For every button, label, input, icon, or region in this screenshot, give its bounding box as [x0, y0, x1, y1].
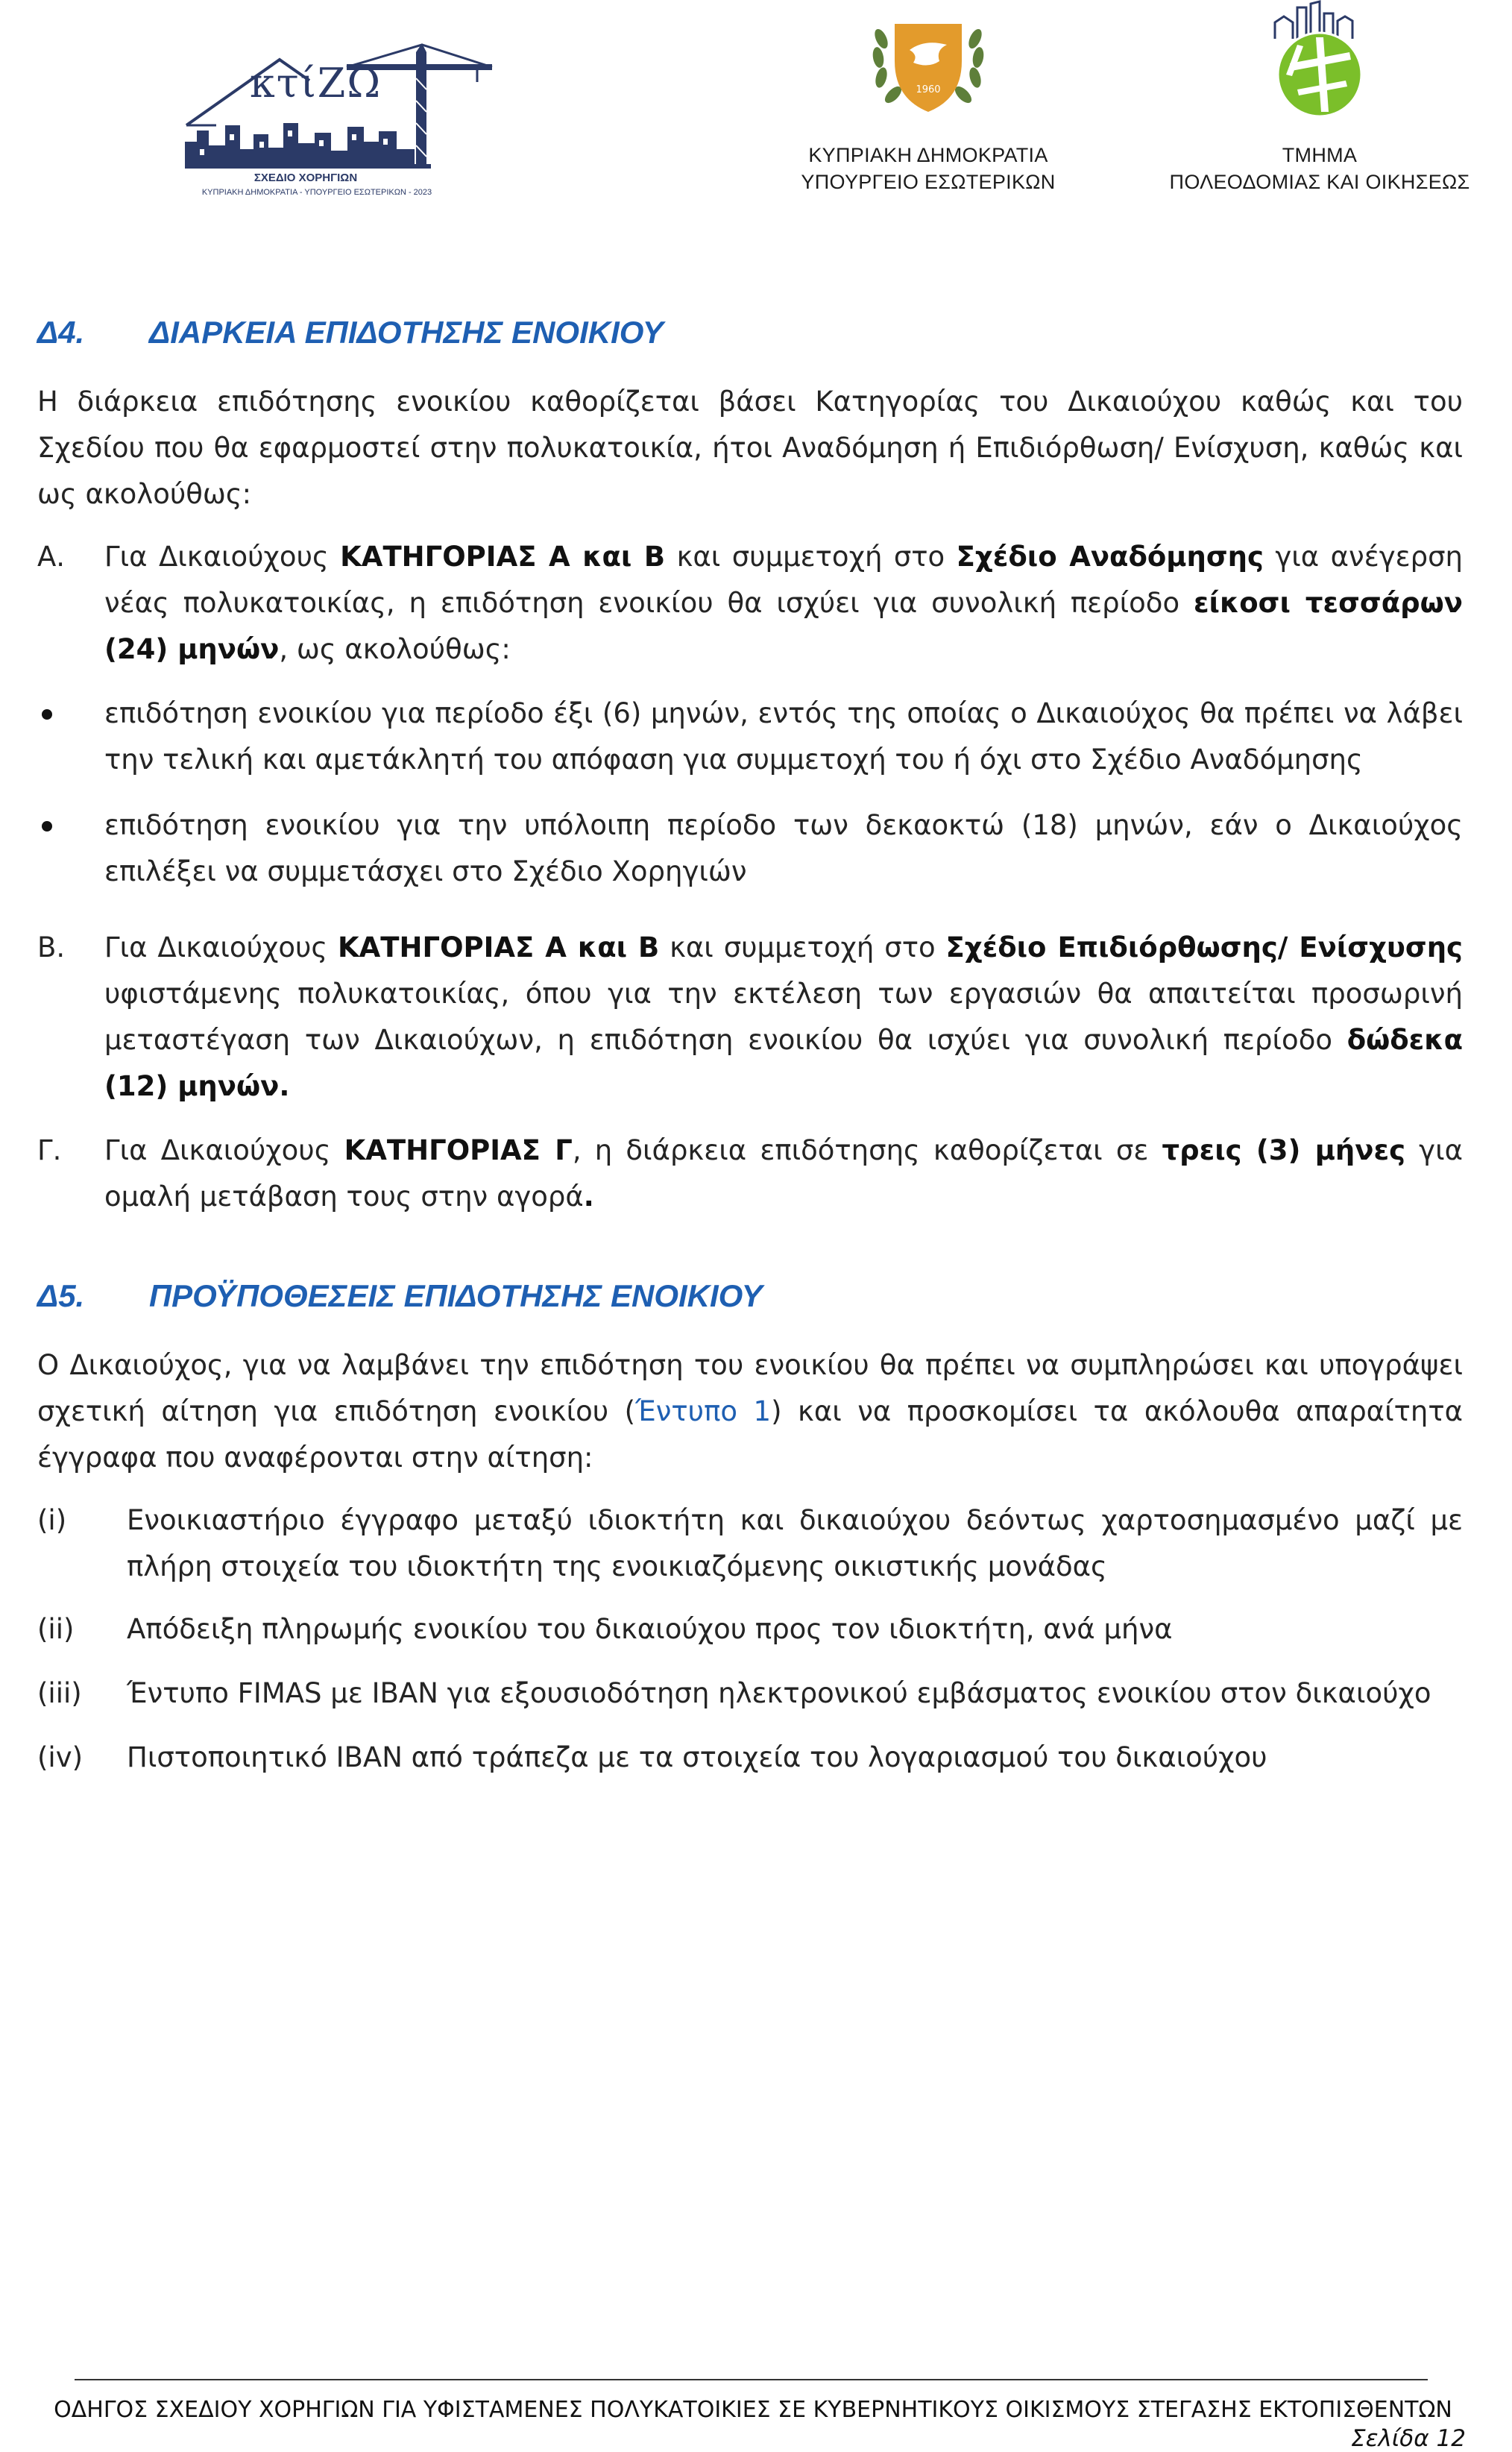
ktizo-ministry-line: ΚΥΠΡΙΑΚΗ ΔΗΜΟΚΡΑΤΙΑ - ΥΠΟΥΡΓΕΙΟ ΕΣΩΤΕΡΙΚΩΝ - 2023	[201, 188, 432, 197]
item-b-duration: δώδεκα (12) μηνών.	[104, 1024, 1463, 1102]
section-d4-intro: Η διάρκεια επιδότησης ενοικίου καθορίζεται βάσει Κατηγορίας του Δικαιούχου καθώς και του Σχεδίου που θα εφαρμοστεί στην πολυκατοικία, ήτοι Αναδόμηση ή Επιδιόρθωση/ Ενίσχυση, καθώς και ως ακολούθως:	[37, 386, 1463, 510]
section-d5-title: ΠΡΟΫΠΟΘΕΣΕΙΣ ΕΠΙΔΟΤΗΣΗΣ ΕΝΟΙΚΙΟΥ	[149, 1278, 763, 1313]
coat-of-arms-icon	[865, 9, 992, 121]
item-c-text	[104, 1128, 1463, 1220]
bullet-2-text: επιδότηση ενοικίου για την υπόλοιπη περίοδο των δεκαοκτώ (18) μηνών, εάν ο Δικαιούχος επιλέξει να συμμετάσχει στο Σχέδιο Χορηγιών	[104, 809, 1463, 887]
bullet-1-dot	[42, 709, 52, 720]
doc-item-3-label: (iii)	[37, 1677, 82, 1709]
section-d5-intro-1: Ο Δικαιούχος, για να λαμβάνει την επιδότηση του ενοικίου θα πρέπει να συμπληρώσει και υπογράψει σχετική αίτηση για επιδότηση ενοικίου (	[37, 1349, 1463, 1427]
item-c-period: .	[583, 1181, 594, 1213]
section-d5-intro	[37, 1342, 1463, 1481]
section-d5-heading	[37, 1277, 1454, 1315]
doc-item-2-label: (ii)	[37, 1613, 75, 1645]
coat-of-arms-year: 1960	[916, 84, 941, 95]
footer-title: ΟΔΗΓΟΣ ΣΧΕΔΙΟΥ ΧΟΡΗΓΙΩΝ ΓΙΑ ΥΦΙΣΤΑΜΕΝΕΣ ΠΟΛΥΚΑΤΟΙΚΙΕΣ ΣΕ ΚΥΒΕΡΝΗΤΙΚΟΥΣ ΟΙΚΙΣΜΟΥΣ ΣΤΕΓΑΣΗΣ ΕΚΤΟΠΙΣΘΕΝΤΩΝ	[54, 2397, 1452, 2423]
ktizo-subtitle: ΣΧΕΔΙΟ ΧΟΡΗΓΙΩΝ	[253, 172, 358, 184]
item-b-label: Β.	[37, 931, 66, 963]
item-b-text-2: και συμμετοχή στο	[659, 931, 946, 963]
department-line-1: ΤΜΗΜΑ	[1282, 144, 1358, 166]
section-d5-intro-2: ) και να προσκομίσει τα ακόλουθα απαραίτητα έγγραφα που αναφέρονται στην αίτηση:	[37, 1395, 1463, 1474]
section-d5-number: Δ5.	[37, 1278, 85, 1313]
item-a-text	[104, 534, 1463, 673]
ktizo-logo	[179, 37, 507, 209]
section-d4-title: ΔΙΑΡΚΕΙΑ ΕΠΙΔΟΤΗΣΗΣ ΕΝΟΙΚΙΟΥ	[149, 315, 664, 350]
bullet-2-dot	[42, 821, 52, 832]
doc-item-1-text: Ενοικιαστήριο έγγραφο μεταξύ ιδιοκτήτη και δικαιούχου δεόντως χαρτοσημασμένο μαζί με πλήρη στοιχεία του ιδιοκτήτη της ενοικιαζόμενης οικιστικής μονάδας	[127, 1504, 1463, 1582]
ministry-line-1: ΚΥΠΡΙΑΚΗ ΔΗΜΟΚΡΑΤΙΑ	[808, 144, 1048, 166]
item-a-duration: είκοσι τεσσάρων (24) μηνών	[104, 587, 1463, 665]
item-a-text-3: για ανέγερση νέας πολυκατοικίας, η επιδότηση ενοικίου θα ισχύει για συνολική περίοδο	[104, 541, 1463, 619]
doc-item-2-text: Απόδειξη πληρωμής ενοικίου του δικαιούχου προς τον ιδιοκτήτη, ανά μήνα	[127, 1613, 1173, 1645]
bullet-1-text: επιδότηση ενοικίου για περίοδο έξι (6) μηνών, εντός της οποίας ο Δικαιούχος θα πρέπει να λάβει την τελική και αμετάκλητή του απόφαση για συμμετοχή του ή όχι στο Σχέδιο Αναδόμησης	[104, 697, 1463, 776]
item-c-text-2: , η διάρκεια επιδότησης καθορίζεται σε	[572, 1134, 1162, 1166]
header	[0, 0, 1512, 216]
item-a-text-2: και συμμετοχή στο	[665, 541, 957, 573]
ktizo-wordmark: κτίΖΩ	[250, 60, 382, 107]
doc-item-4-label: (iv)	[37, 1741, 84, 1773]
item-c-label: Γ.	[37, 1134, 62, 1166]
item-a-category: ΚΑΤΗΓΟΡΙΑΣ Α και Β	[340, 541, 666, 573]
item-a-text-4: , ως ακολούθως:	[279, 633, 511, 665]
department-logo	[1245, 0, 1394, 119]
town-planning-icon	[1245, 0, 1394, 119]
section-d4-heading	[37, 313, 1454, 352]
doc-item-1-label: (i)	[37, 1504, 67, 1536]
item-b-text-3: υφιστάμενης πολυκατοικίας, όπου για την εκτέλεση των εργασιών θα απαιτείται προσωρινή μεταστέγαση των Δικαιούχων, η επιδότηση ενοικίου θα ισχύει για συνολική περίοδο	[104, 978, 1463, 1056]
item-c-text-3: για ομαλή μετάβαση τους στην αγορά	[104, 1134, 1463, 1213]
item-c-text-1: Για Δικαιούχους	[104, 1134, 344, 1166]
section-d4-number: Δ4.	[37, 315, 85, 350]
doc-item-3-text: Έντυπο FIMAS με IBAN για εξουσιοδότηση ηλεκτρονικού εμβάσματος ενοικίου στον δικαιούχο	[127, 1677, 1431, 1709]
item-c-category: ΚΑΤΗΓΟΡΙΑΣ Γ	[344, 1134, 573, 1166]
item-c-duration: τρεις (3) μήνες	[1162, 1134, 1405, 1166]
footer-divider	[75, 2379, 1428, 2380]
department-line-2: ΠΟΛΕΟΔΟΜΙΑΣ ΚΑΙ ΟΙΚΗΣΕΩΣ	[1169, 171, 1470, 193]
cyprus-coat-of-arms	[865, 9, 992, 121]
doc-item-4-text: Πιστοποιητικό IBAN από τράπεζα με τα στοιχεία του λογαριασμού του δικαιούχου	[127, 1741, 1267, 1773]
item-b-scheme: Σχέδιο Επιδιόρθωσης/ Ενίσχυσης	[945, 931, 1463, 963]
item-a-label: Α.	[37, 541, 66, 573]
item-a-scheme: Σχέδιο Αναδόμησης	[956, 541, 1264, 573]
form-1-link[interactable]: Έντυπο 1	[635, 1395, 772, 1427]
item-b-text	[104, 925, 1463, 1110]
item-b-category: ΚΑΤΗΓΟΡΙΑΣ Α και Β	[337, 931, 660, 963]
item-b-text-1: Για Δικαιούχους	[104, 931, 338, 963]
ministry-line-2: ΥΠΟΥΡΓΕΙΟ ΕΣΩΤΕΡΙΚΩΝ	[801, 171, 1056, 193]
page-number: Σελίδα 12	[1351, 2425, 1466, 2452]
item-a-text-1: Για Δικαιούχους	[104, 541, 341, 573]
